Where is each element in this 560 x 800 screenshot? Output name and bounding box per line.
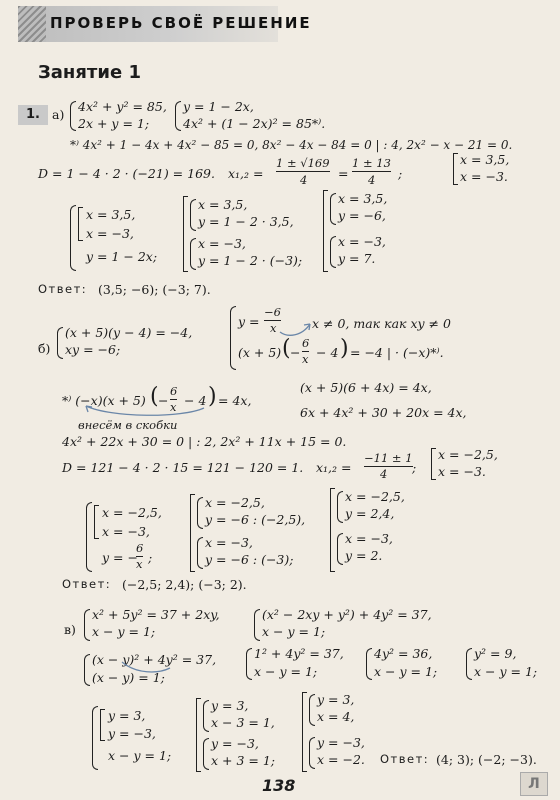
part-a-set2b-line2: y = 1 − 2 · (−3); (198, 253, 303, 268)
part-b-answer: (−2,5; 2,4); (−3; 2). (122, 577, 247, 592)
part-b-step-den: x (170, 400, 177, 414)
part-v-sys3-line1: (x − y)² + 4y² = 37, (92, 652, 217, 667)
part-a-answer: (3,5; −6); (−3; 7). (98, 282, 211, 297)
part-v-label: в) (64, 622, 76, 637)
part-b-step-note: внесём в скобки (78, 418, 178, 432)
part-v-sys2-line1: (x² − 2xy + y²) + 4y² = 37, (262, 607, 432, 622)
bracket (100, 709, 105, 741)
part-b-step-d: = 4x, (218, 393, 252, 408)
brace (190, 199, 196, 231)
brace (246, 648, 252, 680)
brace (57, 327, 63, 359)
paren-close: ) (340, 336, 349, 361)
bracket (302, 692, 307, 772)
brace (197, 537, 203, 569)
arrow-icon (82, 404, 212, 418)
brace (203, 700, 209, 732)
part-a-roots-set-2: x = −3. (460, 169, 508, 184)
part-b-step-c: − 4 (184, 393, 207, 408)
bracket (453, 153, 458, 185)
part-a-set2b-line1: x = −3, (198, 236, 246, 251)
part-v-set3b-line2: x = −2. (317, 752, 365, 767)
part-v-set3a-line1: y = 3, (317, 692, 355, 707)
part-v-set1-line2: y = −3, (108, 726, 156, 741)
part-b-step-a: *⁾ (−x)(x + 5) (62, 393, 146, 408)
part-b-set1-y-num: 6 (136, 541, 144, 555)
arrow-icon (118, 660, 174, 676)
part-b-roots-sep: ; (412, 460, 417, 475)
part-a-roots-lhs: x₁,₂ = (228, 166, 264, 181)
header-title: ПРОВЕРЬ СВОЁ РЕШЕНИЕ (50, 14, 312, 32)
part-b-roots-set-1: x = −2,5, (438, 447, 498, 462)
bracket (196, 698, 201, 772)
bracket (94, 505, 99, 539)
part-b-set3b-line1: x = −3, (345, 531, 393, 546)
bracket (330, 488, 335, 572)
part-b-set2a-line2: y = −6 : (−2,5), (205, 512, 306, 527)
brace (309, 737, 315, 769)
brace (175, 101, 181, 131)
header-stripes (18, 6, 46, 42)
part-v-sys6-line1: y² = 9, (474, 646, 517, 661)
part-b-set1-y-den: x (136, 557, 143, 571)
part-a-set2a-line2: y = 1 − 2 · 3,5, (198, 214, 294, 229)
part-b-set2b-line1: x = −3, (205, 535, 253, 550)
task-number: 1. (18, 105, 48, 125)
part-a-sys1-line2: 2x + y = 1; (78, 116, 150, 131)
part-v-sys3-line2: (x − y) = 1; (92, 670, 165, 685)
brace (230, 306, 236, 370)
part-a-set3b-line2: y = 7. (338, 251, 376, 266)
part-b-sys2-line2-c: − 4 (316, 345, 339, 360)
part-b-roots-den: 4 (380, 467, 388, 481)
part-a-set3b-line1: x = −3, (338, 234, 386, 249)
part-a-roots-eq: = (338, 166, 349, 181)
bracket (190, 494, 195, 572)
brace (203, 738, 209, 770)
part-v-sys1-line1: x² + 5y² = 37 + 2xy, (92, 607, 220, 622)
part-b-set1-y-lhs: y = − (102, 550, 138, 565)
paren-open: ( (282, 336, 291, 361)
part-b-step-b: − (158, 393, 169, 408)
brace (70, 205, 76, 271)
brace (254, 609, 260, 641)
paren-open: ( (150, 384, 159, 409)
page-number: 138 (262, 776, 296, 795)
part-a-step1: *⁾ 4x² + 1 − 4x + 4x² − 85 = 0, 8x² − 4x − 84 = 0 | : 4, 2x² − x − 21 = 0. (70, 138, 513, 152)
part-b-sys2-condition: x ≠ 0, так как xy ≠ 0 (312, 316, 451, 331)
brace (84, 609, 90, 641)
part-b-sys2-y-lhs: y = (238, 314, 260, 329)
part-b-set1-y-end: ; (148, 550, 153, 565)
part-v-sys5-line1: 4y² = 36, (374, 646, 433, 661)
part-a-set1-line1: x = 3,5, (86, 207, 136, 222)
part-b-sys2-line2-b: − (290, 345, 301, 360)
part-a-roots-den2: 4 (368, 173, 376, 187)
part-b-step-num: 6 (170, 384, 178, 398)
part-v-set2b-line2: x + 3 = 1; (211, 753, 276, 768)
part-a-roots-set-1: x = 3,5, (460, 152, 510, 167)
part-b-sys1-line1: (x + 5)(y − 4) = −4, (65, 325, 193, 340)
bracket (183, 196, 188, 272)
part-b-roots-lhs: x₁,₂ = (316, 460, 352, 475)
part-b-sys2-y-num: −6 (264, 305, 281, 319)
part-a-sys1-line1: 4x² + y² = 85, (78, 99, 167, 114)
brace (330, 193, 336, 225)
part-b-set2a-line1: x = −2,5, (205, 495, 265, 510)
part-b-sys2-line2-a: (x + 5) (238, 345, 282, 360)
bracket (431, 448, 436, 480)
part-a-sys2-line1: y = 1 − 2x, (183, 99, 254, 114)
part-a-set1-line3: y = 1 − 2x; (86, 249, 158, 264)
lesson-title: Занятие 1 (38, 62, 141, 83)
part-b-step4: 4x² + 22x + 30 = 0 | : 2, 2x² + 11x + 15 = 0. (62, 434, 347, 449)
part-a-label: а) (52, 107, 65, 122)
part-a-roots-sep: ; (398, 166, 403, 181)
part-b-label: б) (38, 341, 51, 356)
part-a-discriminant: D = 1 − 4 · 2 · (−21) = 169. (38, 166, 215, 181)
brace (190, 238, 196, 270)
part-b-sys1-line2: xy = −6; (65, 342, 121, 357)
part-v-set1-line3: x − y = 1; (108, 748, 172, 763)
part-v-sys2-line2: x − y = 1; (262, 624, 326, 639)
brace (337, 491, 343, 523)
paren-close: ) (208, 384, 217, 409)
part-b-sys2-line2-d: = −4 | · (−x)*⁾. (350, 345, 444, 360)
part-v-sys1-line2: x − y = 1; (92, 624, 156, 639)
part-b-set3b-line2: y = 2. (345, 548, 383, 563)
brace (92, 706, 98, 770)
brace (366, 648, 372, 680)
publisher-logo: Л (520, 772, 548, 796)
arrow-icon (278, 316, 314, 338)
brace (337, 533, 343, 565)
part-b-answer-label: Ответ: (62, 577, 112, 591)
part-b-sys2-line2-den: x (302, 352, 309, 366)
brace (330, 236, 336, 268)
part-v-set3a-line2: x = 4, (317, 709, 355, 724)
part-a-roots-num1: 1 ± √169 (276, 156, 330, 170)
brace (197, 497, 203, 529)
part-v-sys4-line1: 1² + 4y² = 37, (254, 646, 344, 661)
part-b-set2b-line2: y = −6 : (−3); (205, 552, 294, 567)
part-a-answer-label: Ответ: (38, 282, 88, 296)
part-v-set2b-line1: y = −3, (211, 736, 259, 751)
part-b-discriminant: D = 121 − 4 · 2 · 15 = 121 − 120 = 1. (62, 460, 304, 475)
part-v-set1-line1: y = 3, (108, 708, 146, 723)
part-b-step3: 6x + 4x² + 30 + 20x = 4x, (300, 405, 467, 420)
part-a-set2a-line1: x = 3,5, (198, 197, 248, 212)
part-v-set3b-line1: y = −3, (317, 735, 365, 750)
bracket (323, 190, 328, 272)
brace (309, 694, 315, 726)
part-v-set2a-line1: y = 3, (211, 698, 249, 713)
part-a-roots-den1: 4 (300, 173, 308, 187)
brace (466, 648, 472, 680)
part-b-set1-line2: x = −3, (102, 524, 150, 539)
brace (70, 101, 76, 131)
part-b-roots-set-2: x = −3. (438, 464, 486, 479)
part-v-answer: (4; 3); (−2; −3). (436, 752, 537, 767)
bracket (78, 207, 83, 241)
part-v-sys5-line2: x − y = 1; (374, 664, 438, 679)
part-b-set3a-line1: x = −2,5, (345, 489, 405, 504)
part-a-set3a-line1: x = 3,5, (338, 191, 388, 206)
part-v-sys6-line2: x − y = 1; (474, 664, 538, 679)
part-a-sys2-line2: 4x² + (1 − 2x)² = 85*⁾. (183, 116, 326, 131)
part-b-set1-line1: x = −2,5, (102, 505, 162, 520)
brace (84, 654, 90, 686)
part-b-sys2-line2-num: 6 (302, 336, 310, 350)
part-a-set1-line2: x = −3, (86, 226, 134, 241)
part-v-set2a-line2: x − 3 = 1, (211, 715, 275, 730)
part-v-sys4-line2: x − y = 1; (254, 664, 318, 679)
part-b-step2: (x + 5)(6 + 4x) = 4x, (300, 380, 432, 395)
part-v-answer-label: Ответ: (380, 752, 430, 766)
part-b-set3a-line2: y = 2,4, (345, 506, 395, 521)
part-b-roots-num: −11 ± 1 (364, 451, 413, 465)
brace (86, 502, 92, 572)
part-a-set3a-line2: y = −6, (338, 208, 386, 223)
part-b-sys2-y-den: x (270, 321, 277, 335)
part-a-roots-num2: 1 ± 13 (352, 156, 391, 170)
